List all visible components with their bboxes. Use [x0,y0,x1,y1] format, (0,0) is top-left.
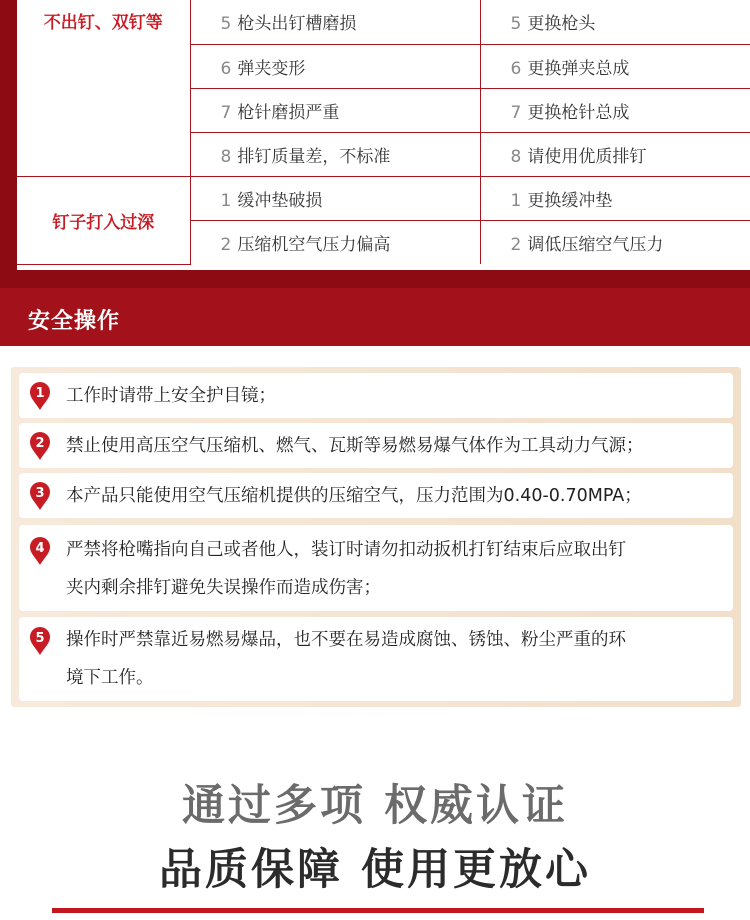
section-title: 安全操作 [28,309,121,334]
cause-text: 弹夹变形 [237,58,306,79]
text-line: 严禁将枪嘴指向自己或者他人，装订时请勿扣动扳机打钉结束后应取出钉 [66,540,626,560]
slogan-underline [52,908,704,913]
fix-text: 请使用优质排钉 [527,146,647,167]
fix-number: 1 [510,190,522,211]
list-item [19,525,733,611]
text-line: 禁止使用高压空气压缩机、燃气、瓦斯等易燃易爆气体作为工具动力气源； [66,436,644,456]
cause-number: 8 [220,146,232,167]
fix-number: 2 [510,234,522,255]
cause-text: 排钉质量差，不标准 [237,146,391,167]
cause-number: 5 [220,14,232,35]
cause-cell [190,220,480,264]
list-item-text [66,477,725,515]
list-item-text [66,621,725,697]
fix-number: 5 [510,14,522,35]
cause-cell [190,132,480,176]
list-item-text [66,427,725,465]
number-pin-icon [29,431,51,461]
cause-text: 枪头出钉槽磨损 [237,14,357,35]
fix-cell [480,88,750,132]
fix-number: 6 [510,58,522,79]
list-item [19,617,733,701]
text-line: 境下工作。 [66,668,154,688]
safety-list [11,367,741,707]
fix-number: 7 [510,102,522,123]
cause-cell [190,176,480,220]
fix-number: 8 [510,146,522,167]
troubleshooting-table-card [17,0,750,270]
list-item [19,373,733,418]
table-row [17,0,750,44]
number-pin-icon [29,481,51,511]
category-label: 钉子打入过深 [52,212,155,233]
troubleshooting-section [0,0,750,288]
table-row [17,176,750,220]
category-cell [17,176,190,264]
fix-text: 调低压缩空气压力 [527,234,664,255]
slogan-line-1: 通过多项 权威认证 [182,781,568,831]
fix-text: 更换枪头 [527,14,596,35]
troubleshooting-table [17,0,750,265]
pin-number: 2 [35,436,45,451]
cause-text: 压缩机空气压力偏高 [237,234,391,255]
fix-text: 更换枪针总成 [527,102,630,123]
safety-header-band [0,288,750,346]
slogan-line-2: 品质保障 使用更放心 [159,845,591,895]
category-label: 不出钉、双钉等 [43,13,163,33]
pin-number: 4 [35,541,45,556]
list-item-text [66,531,725,607]
fix-cell [480,220,750,264]
pin-number: 1 [35,386,45,401]
cause-number: 6 [220,58,232,79]
pin-number: 3 [35,486,45,501]
fix-text: 更换缓冲垫 [527,190,613,211]
cause-text: 枪针磨损严重 [237,102,340,123]
text-line: 操作时严禁靠近易燃易爆品，也不要在易造成腐蚀、锈蚀、粉尘严重的环 [66,630,626,650]
number-pin-icon [29,536,51,566]
cause-cell [190,0,480,44]
text-line: 夹内剩余排钉避免失误操作而造成伤害； [66,578,381,598]
fix-cell [480,176,750,220]
fix-cell [480,132,750,176]
number-pin-icon [29,381,51,411]
cause-cell [190,44,480,88]
fix-cell [480,0,750,44]
category-cell [17,0,190,176]
cause-number: 2 [220,234,232,255]
list-item [19,473,733,518]
fix-cell [480,44,750,88]
cause-cell [190,88,480,132]
text-line: 工作时请带上安全护目镜； [66,386,276,406]
cause-text: 缓冲垫破损 [237,190,323,211]
list-item-text [66,377,725,415]
number-pin-icon [29,626,51,656]
list-item [19,423,733,468]
pin-number: 5 [35,631,45,646]
fix-text: 更换弹夹总成 [527,58,630,79]
cause-number: 1 [220,190,232,211]
cause-number: 7 [220,102,232,123]
text-line: 本产品只能使用空气压缩机提供的压缩空气，压力范围为0.40-0.70MPA； [66,486,642,506]
